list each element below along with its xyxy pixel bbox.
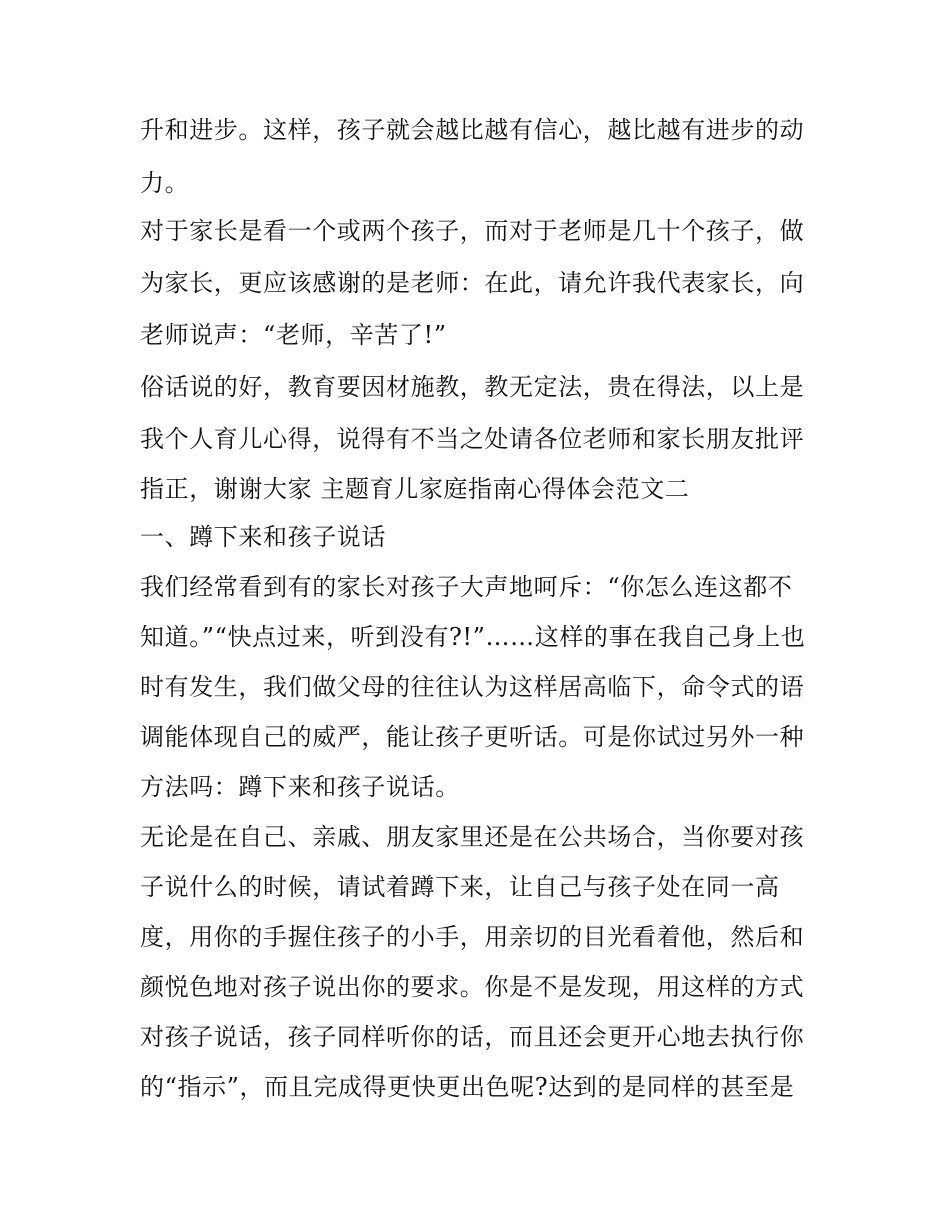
text-line: 的“指示”，而且完成得更快更出色呢?达到的是同样的甚至是 — [140, 1073, 795, 1101]
text-line: 力。 — [140, 169, 190, 197]
text-line: 时有发生，我们做父母的往往认为这样居高临下，命令式的语 — [140, 673, 805, 701]
text-line: 为家长，更应该感谢的是老师：在此，请允许我代表家长，向 — [140, 269, 805, 297]
text-line: 调能体现自己的威严，能让孩子更听话。可是你试过另外一种 — [140, 723, 805, 751]
text-line: 对于家长是看一个或两个孩子，而对于老师是几十个孩子，做 — [140, 217, 805, 245]
text-line: 老师说声：“老师，辛苦了!” — [140, 321, 447, 349]
text-line: 知道。”“快点过来，听到没有?!”……这样的事在我自己身上也 — [140, 623, 806, 651]
text-line: 我们经常看到有的家长对孩子大声地呵斥：“你怎么连这都不 — [140, 573, 793, 601]
text-line: 无论是在自己、亲戚、朋友家里还是在公共场合，当你要对孩 — [140, 823, 805, 851]
text-line: 指正，谢谢大家 主题育儿家庭指南心得体会范文二 — [140, 475, 690, 503]
text-line: 方法吗：蹲下来和孩子说话。 — [140, 773, 460, 801]
text-line: 颜悦色地对孩子说出你的要求。你是不是发现，用这样的方式 — [140, 973, 805, 1001]
text-line: 度，用你的手握住孩子的小手，用亲切的目光看着他，然后和 — [140, 923, 805, 951]
text-line: 俗话说的好，教育要因材施教，教无定法，贵在得法，以上是 — [140, 373, 805, 401]
text-line: 我个人育儿心得，说得有不当之处请各位老师和家长朋友批评 — [140, 425, 805, 453]
text-line: 一、蹲下来和孩子说话 — [140, 523, 386, 551]
text-line: 子说什么的时候，请试着蹲下来，让自己与孩子处在同一高 — [140, 873, 780, 901]
text-line: 升和进步。这样，孩子就会越比越有信心，越比越有进步的动 — [140, 116, 805, 144]
text-line: 对孩子说话，孩子同样听你的话，而且还会更开心地去执行你 — [140, 1023, 805, 1051]
